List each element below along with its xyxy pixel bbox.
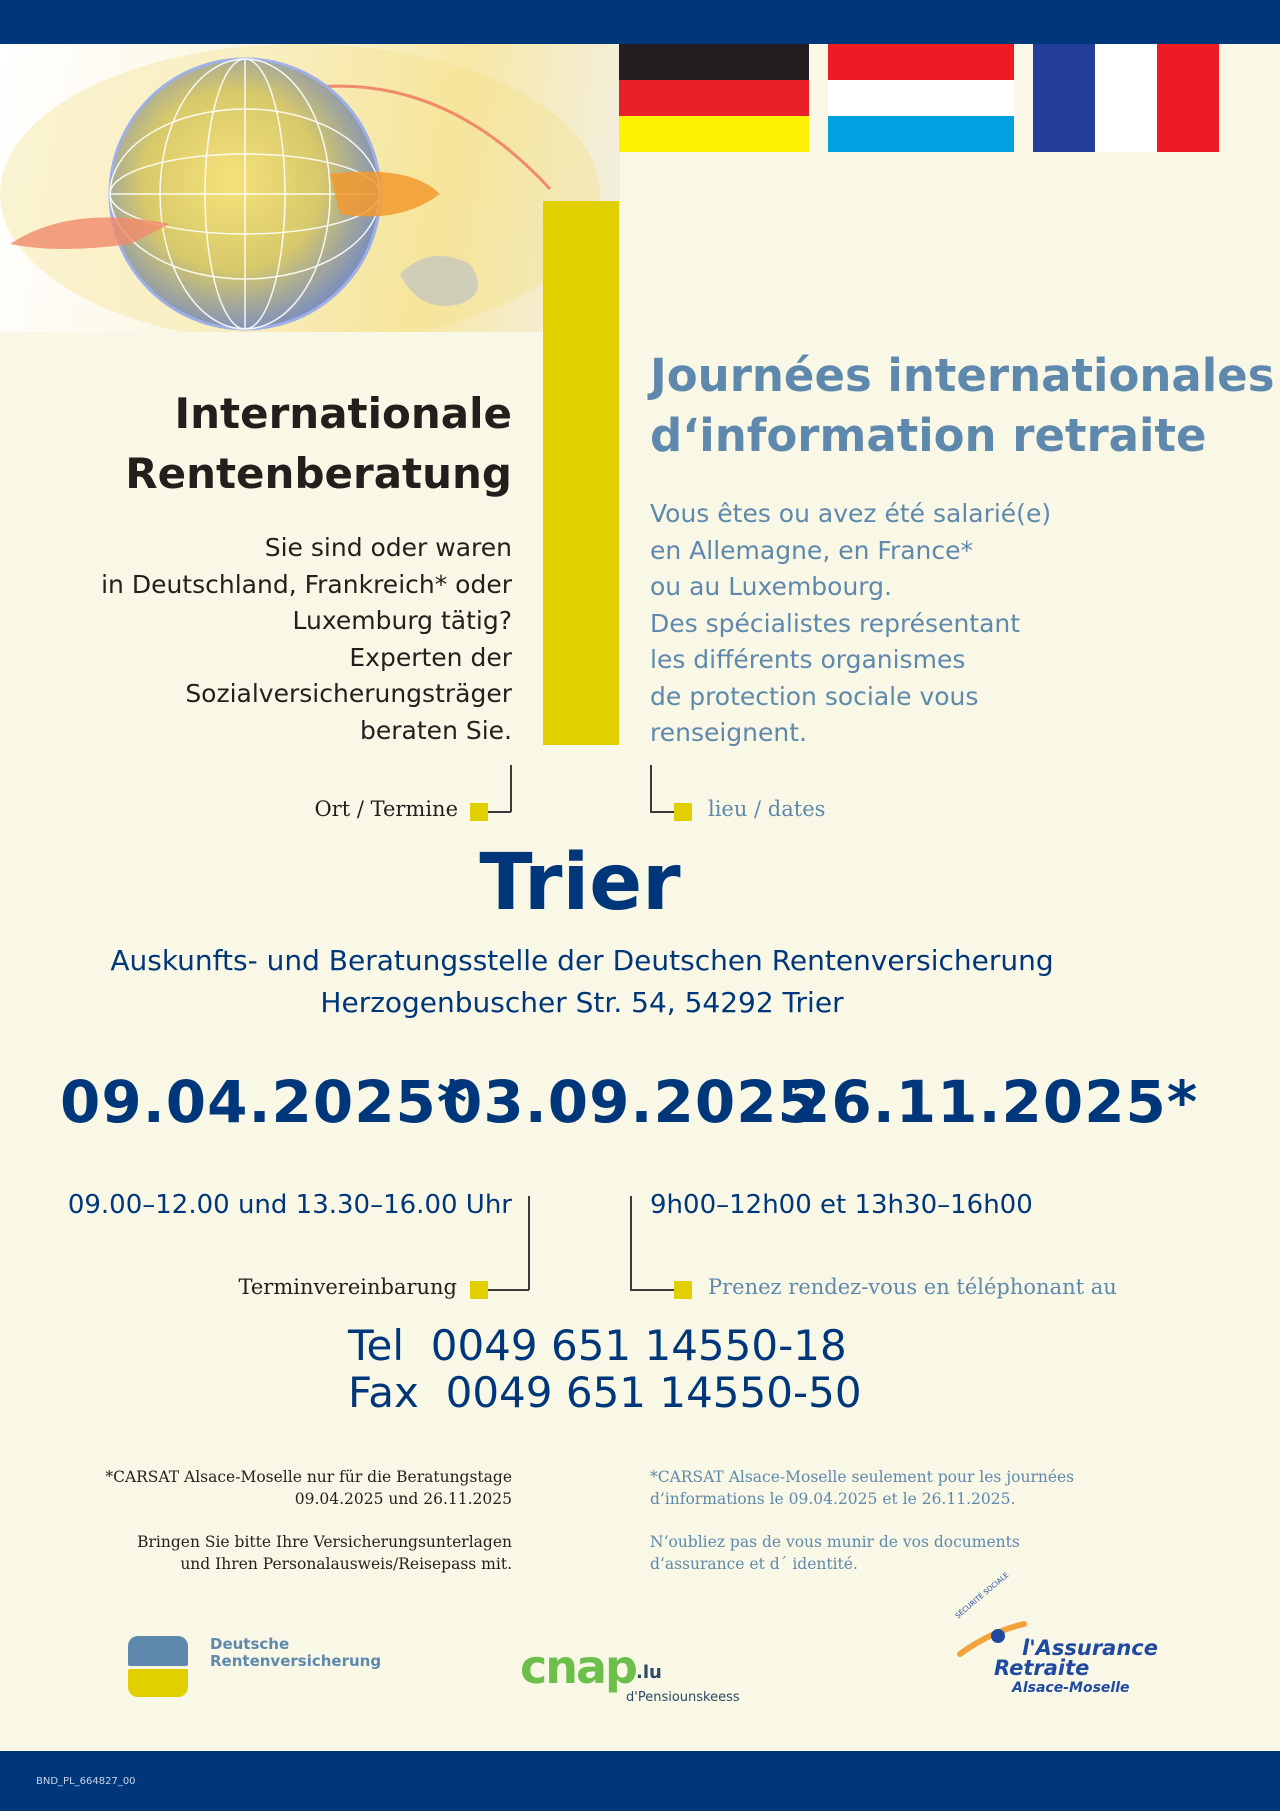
- appointment-label-de: Terminvereinbarung: [238, 1275, 457, 1299]
- reminder-line: Bringen Sie bitte Ihre Versicherungsunterlagen: [137, 1533, 512, 1551]
- opening-hours-de: 09.00–12.00 und 13.30–16.00 Uhr: [67, 1190, 512, 1220]
- footnote-line: 09.04.2025 und 26.11.2025: [294, 1490, 512, 1508]
- yellow-square-marker: [674, 1281, 692, 1299]
- luxembourg-flag: [828, 44, 1014, 152]
- german-intro-line: Sie sind oder waren: [264, 533, 512, 562]
- connector-line: [650, 765, 652, 812]
- drv-logo: [128, 1636, 398, 1702]
- appointment-label-fr: Prenez rendez-vous en téléphonant au: [708, 1275, 1117, 1299]
- footnote-fr: [650, 1466, 1074, 1510]
- french-intro-line: Des spécialistes représentant: [650, 608, 1021, 638]
- drv-logo-mark-top: [128, 1636, 188, 1666]
- yellow-square-marker: [470, 803, 488, 821]
- reminder-de: [137, 1531, 512, 1575]
- french-intro-line: les différents organismes: [650, 645, 966, 674]
- footnote-de: [105, 1466, 512, 1510]
- carsat-logo-line: Retraite: [994, 1656, 1090, 1680]
- fax-line: [348, 1369, 862, 1416]
- french-intro-line: Vous êtes ou avez été salarié(e): [650, 499, 1052, 528]
- fax-number: 0049 651 14550-50: [445, 1368, 862, 1417]
- german-intro-line: beraten Sie.: [360, 715, 512, 745]
- city-name: Trier: [479, 838, 681, 928]
- connector-line: [630, 1289, 675, 1291]
- footnote-line: *CARSAT Alsace-Moselle nur für die Beratungstage: [105, 1468, 512, 1486]
- reminder-line: N‘oubliez pas de vous munir de vos documents: [650, 1533, 1020, 1551]
- location-label-fr: lieu / dates: [708, 797, 826, 821]
- french-title-line: d‘information retraite: [650, 409, 1207, 462]
- yellow-square-marker: [674, 803, 692, 821]
- carsat-logo-line: l'Assurance: [1022, 1636, 1158, 1660]
- location-label-de: Ort / Termine: [314, 797, 458, 821]
- german-title-line: Rentenberatung: [125, 449, 512, 498]
- german-intro-line: in Deutschland, Frankreich* oder: [101, 569, 512, 599]
- center-divider-bar: [543, 201, 619, 745]
- venue-name: Auskunfts- und Beratungsstelle der Deutschen Rentenversicherung: [110, 944, 1054, 977]
- cnap-logo: [520, 1640, 750, 1710]
- event-date: 09.04.2025*: [60, 1068, 469, 1136]
- germany-flag: [619, 44, 809, 152]
- reminder-fr: [650, 1531, 1020, 1575]
- connector-line: [528, 1196, 530, 1290]
- cnap-logo-subtitle: d'Pensiounskeess: [626, 1690, 740, 1705]
- yellow-square-marker: [470, 1281, 488, 1299]
- french-title-line: Journées internationales: [650, 349, 1275, 402]
- footnote-line: d’informations le 09.04.2025 et le 26.11.2025.: [650, 1490, 1016, 1508]
- reminder-line: d‘assurance et d´ identité.: [650, 1555, 858, 1573]
- street-address: Herzogenbuscher Str. 54, 54292 Trier: [320, 986, 844, 1019]
- footnote-line: *CARSAT Alsace-Moselle seulement pour les journées: [650, 1468, 1075, 1486]
- reminder-line: und Ihren Personalausweis/Reisepass mit.: [180, 1555, 512, 1573]
- connector-line: [630, 1196, 632, 1290]
- opening-hours-fr: 9h00–12h00 et 13h30–16h00: [650, 1190, 1033, 1220]
- top-banner: [0, 0, 1280, 44]
- german-intro-line: Experten der: [349, 642, 512, 672]
- french-title: [650, 346, 1275, 466]
- drv-logo-mark-bottom: [128, 1669, 188, 1697]
- tel-label: Tel: [348, 1321, 405, 1370]
- drv-logo-line: Deutsche: [210, 1635, 290, 1653]
- german-title: [125, 384, 512, 504]
- event-date: 26.11.2025*: [790, 1068, 1199, 1136]
- cnap-logo-suffix: .lu: [636, 1662, 662, 1683]
- document-code: BND_PL_664827_00: [36, 1776, 136, 1787]
- german-intro-line: Sozialversicherungsträger: [185, 679, 512, 708]
- event-date: 03.09.2025: [442, 1068, 819, 1136]
- german-intro: [101, 530, 512, 749]
- carsat-arc-text: SÉCURITÉ SOCIALE: [954, 1571, 1011, 1621]
- german-title-line: Internationale: [174, 389, 512, 438]
- carsat-logo: [950, 1571, 1158, 1700]
- venue-address: [0, 940, 1164, 1024]
- globe-illustration: [0, 44, 620, 332]
- france-flag: [1033, 44, 1219, 152]
- german-intro-line: Luxemburg tätig?: [292, 606, 512, 635]
- french-intro: [650, 496, 1051, 752]
- french-intro-line: de protection sociale vous: [650, 681, 979, 711]
- bottom-banner: [0, 1751, 1280, 1811]
- connector-line: [510, 765, 512, 812]
- drv-logo-text: [210, 1636, 381, 1670]
- contact-numbers: [348, 1322, 862, 1416]
- connector-line: [488, 1289, 529, 1291]
- french-intro-line: en Allemagne, en France*: [650, 535, 974, 565]
- cnap-logo-name: cnap: [520, 1640, 636, 1694]
- fax-label: Fax: [348, 1368, 419, 1417]
- french-intro-line: ou au Luxembourg.: [650, 572, 892, 601]
- tel-number[interactable]: 0049 651 14550-18: [430, 1321, 847, 1370]
- french-intro-line: renseignent.: [650, 718, 807, 747]
- drv-logo-line: Rentenversicherung: [210, 1652, 382, 1670]
- carsat-logo-line: Alsace-Moselle: [1012, 1680, 1130, 1696]
- telephone-line[interactable]: [348, 1322, 862, 1369]
